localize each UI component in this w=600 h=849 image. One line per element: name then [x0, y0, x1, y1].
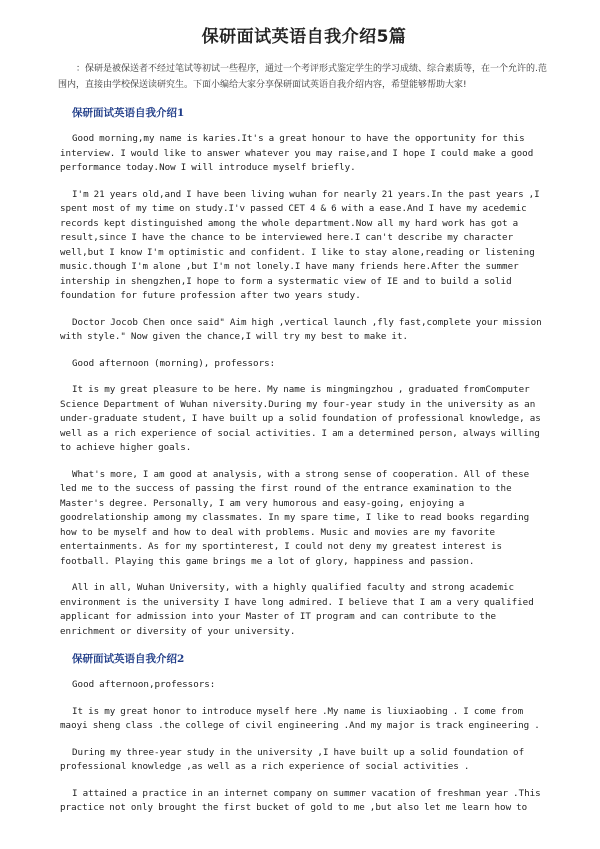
body-paragraph: I attained a practice in an internet company on summer vacation of freshman year .This practice not only brought the first bucket of gold to me ,but also let me learn how to [60, 787, 541, 813]
body-paragraph: Good afternoon (morning), professors: [72, 357, 276, 369]
body-paragraph: Good afternoon,professors: [72, 679, 216, 690]
body-paragraph: All in all, Wuhan University, with a highly qualified faculty and strong academic environment is the university I have long admired. I believe that I am a very qualified applicant for admission into your Master of IT program and can contribute to the enrichment or diversity of your university. [60, 582, 534, 637]
body-paragraph: Doctor Jocob Chen once said" Aim high ,vertical launch ,fly fast,complete your mission with style." Now given the chance,I will try my best to make it. [60, 316, 542, 342]
section-1 [60, 105, 548, 639]
body-paragraph: During my three-year study in the university ,I have built up a solid foundation of professional knowledge ,as well as a rich experience of social activities . [60, 746, 525, 772]
body-paragraph: Good morning,my name is karies.It's a great honour to have the opportunity for this interview. I would like to answer whatever you may raise,and I hope I could make a good performance today.Now I will introduce myself briefly. [60, 133, 534, 173]
document-title: 保研面试英语自我介绍5篇 [201, 27, 407, 47]
body-paragraph: It is my great honor to introduce myself here .My name is liuxiaobing . I come from maoyi sheng class .the college of civil engineering .And my major is track engineering . [60, 705, 540, 731]
body-paragraph: What's more, I am good at analysis, with a strong sense of cooperation. All of these led me to the success of passing the first round of the entrance examination to the Master's degree. Personally, I am very humorous and easy-going, enjoying a goodrelationship among my classmates. In my spare time, I like to read books regarding how to be myself and how to deal with problems. Music and movies are my favorite entertainments. As for my sportinterest, I could not deny my greatest interest is football. Playing this game brings me a lot of glory, happiness and passion. [60, 468, 530, 567]
body-paragraph: It is my great pleasure to be here. My name is mingmingzhou , graduated fromComputer Science Department of Wuhan niversity.During my four-year study in the university as an under-graduate student, I have built up a solid foundation of professional knowledge, as well as a rich experience of social activities. I am a determined person, always willing to achieve higher goals. [60, 384, 541, 453]
body-paragraph: I'm 21 years old,and I have been living wuhan for nearly 21 years.In the past years ,I spent most of my time on study.I'v passed CET 4 & 6 with a ease.And I have my acedemic records kept distinguished among the whole department.Now all my hard work has got a result,since I have the chance to be interviewed here.I can't describe my character well,but I know I'm optimistic and confident. I like to stay alone,reading or listening music.though I'm alone ,but I'm not lonely.I have many friends here.After the summer intership in shengzhen,I hope to form a systermatic view of IE and to build a solid foundation for future profession after two years study. [60, 188, 540, 301]
section-heading: 保研面试英语自我介绍2 [72, 653, 185, 665]
section-heading: 保研面试英语自我介绍1 [72, 107, 185, 119]
section-2 [60, 651, 548, 816]
intro-paragraph: ：保研是被保送者不经过笔试等初试一些程序，通过一个考评形式鉴定学生的学习成绩、综合素质等，在一个允许的.范围内，直接由学校保送读研究生。下面小编给大家分享保研面试英语自我介绍内容，希望能够帮助大家! [58, 64, 547, 90]
